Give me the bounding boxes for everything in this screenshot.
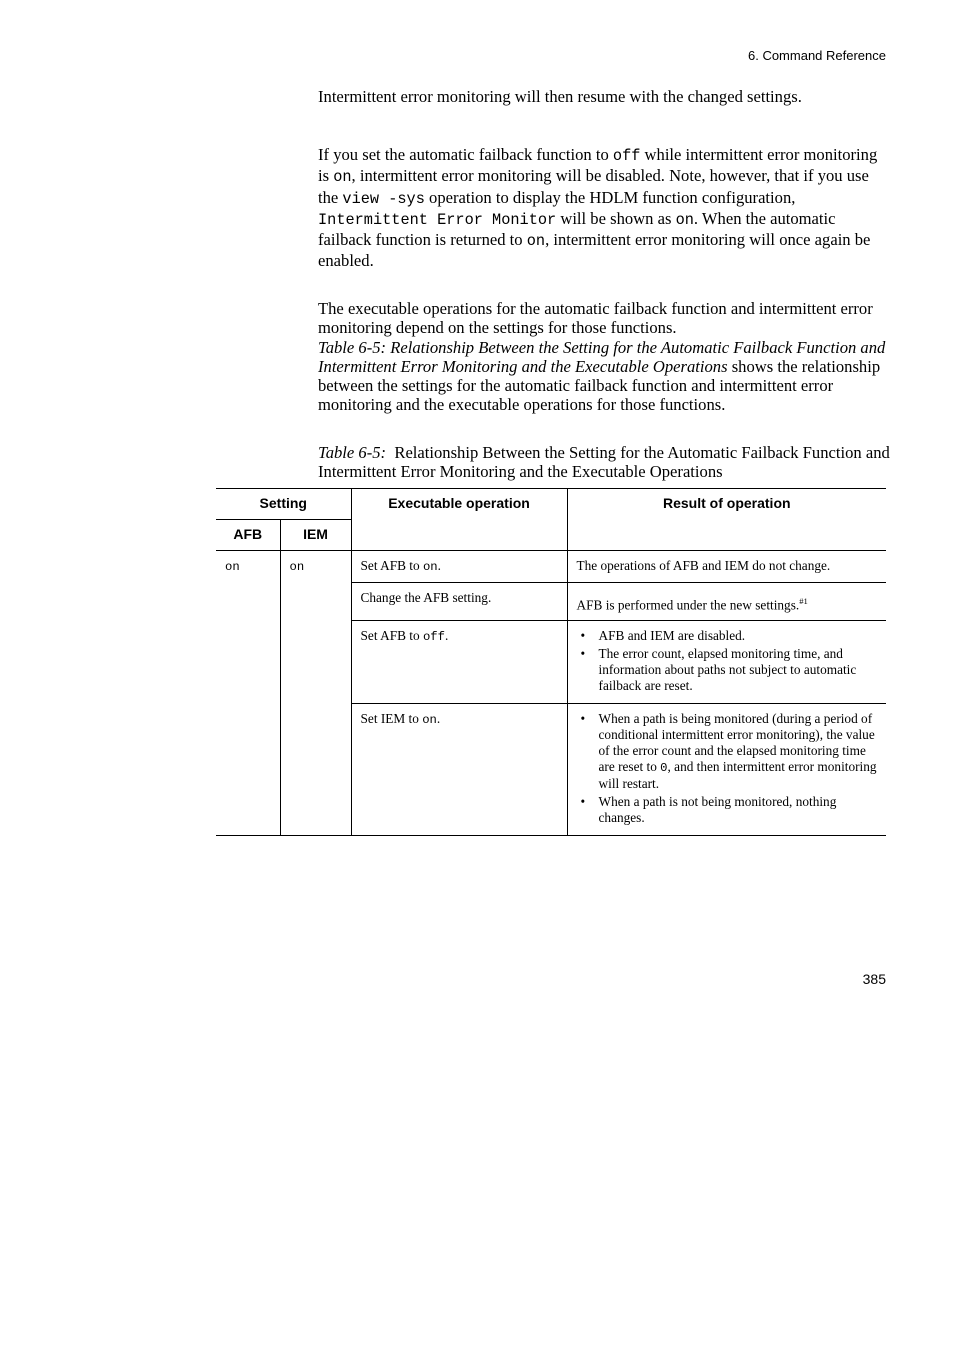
operation-text-end: .: [436, 711, 441, 727]
text-segment: operation to display the HDLM function configuration,: [424, 187, 796, 207]
text-segment: shows the relationship between the settings for the automatic failback function and intermittent error monitoring and the executable operations for those functions.: [318, 356, 881, 415]
cell-iem-value: [280, 551, 351, 836]
code-intermittent-error-monitor: Intermittent Error Monitor: [318, 210, 557, 229]
code-on: on: [526, 232, 546, 251]
text-segment: If you set the automatic failback function to: [318, 145, 613, 164]
paragraph-resume: [318, 87, 890, 106]
result-bullet-list: [577, 711, 878, 826]
header-afb: AFB: [216, 520, 280, 551]
code-on: on: [675, 210, 694, 229]
bullet-code: 0: [660, 761, 668, 776]
text-segment: will be shown as: [556, 208, 676, 228]
cell-operation: [351, 551, 567, 583]
operation-code: on: [422, 560, 438, 574]
cell-afb-value: [216, 551, 280, 836]
result-text: The operations of AFB and IEM do not change.: [576, 558, 831, 573]
result-bullet: [599, 711, 878, 792]
paragraph-executable-operations: [318, 299, 890, 415]
operation-text: Set AFB to: [360, 628, 423, 644]
cell-result: [567, 621, 886, 704]
operation-text: Set AFB to: [360, 558, 423, 573]
operation-code: off: [422, 630, 445, 645]
relationship-table: [216, 488, 886, 836]
text-segment: while intermittent error monitoring is: [318, 145, 878, 186]
cell-operation: [351, 583, 567, 621]
footnote-marker: #1: [799, 596, 808, 606]
cell-result: [567, 704, 886, 836]
iem-value: on: [289, 560, 305, 574]
operation-text-end: .: [444, 628, 449, 644]
paragraph-failback-off: [318, 145, 890, 271]
result-bullet: • AFB and IEM are disabled.: [599, 628, 878, 644]
text-segment: , intermittent error monitoring will be disabled. Note, however, that if you use the: [318, 166, 869, 207]
cell-result: [567, 551, 886, 583]
operation-text-end: .: [437, 558, 441, 573]
code-on: on: [333, 168, 352, 187]
afb-value: on: [225, 560, 240, 574]
operation-code: on: [422, 713, 437, 728]
text-segment: The executable operations for the automatic failback function and intermittent error monitoring depend on the settings for those functions.: [318, 299, 873, 338]
result-bullet: • The error count, elapsed monitoring time, and information about paths not subject to automatic failback are reset.: [599, 646, 878, 694]
bullet-text: When a path is being monitored (during a period of conditional intermittent error monitoring), the value of the error count and the elapsed monitoring time are reset to: [598, 711, 875, 775]
cell-result: [567, 583, 886, 621]
table-caption-label: Table 6-5:: [318, 443, 387, 462]
result-bullet: • When a path is not being monitored, nothing changes.: [599, 794, 878, 826]
table-caption-title: Relationship Between the Setting for the Automatic Failback Function and Intermittent Error Monitoring and the Executable Operations: [318, 443, 890, 482]
table-caption: [318, 443, 890, 482]
result-bullet-list: [577, 628, 878, 694]
bullet-text: , and then intermittent error monitoring will restart.: [598, 759, 877, 792]
table-row: [216, 551, 886, 583]
text-segment: , intermittent error monitoring will once again be enabled.: [318, 230, 871, 271]
cell-operation: [351, 704, 567, 836]
code-off: off: [612, 147, 641, 165]
header-result-of-operation: Result of operation: [567, 489, 886, 551]
header-iem: IEM: [280, 520, 351, 551]
page-number: 385: [862, 971, 886, 987]
table-reference-link[interactable]: Table 6-5: Relationship Between the Setting for the Automatic Failback Function and Intermittent Error Monitoring and the Executable Operations: [318, 337, 886, 376]
header-setting: Setting: [216, 489, 351, 520]
running-header: 6. Command Reference: [747, 48, 886, 63]
cell-operation: [351, 621, 567, 704]
operation-text: Set IEM to: [360, 711, 423, 727]
text-segment: . When the automatic failback function is returned to: [318, 208, 836, 250]
paragraph-resume-text: Intermittent error monitoring will then resume with the changed settings.: [318, 87, 802, 106]
result-text: AFB is performed under the new settings.: [576, 597, 800, 613]
code-view-sys: view -sys: [342, 189, 425, 208]
header-executable-operation: Executable operation: [351, 489, 567, 551]
operation-text: Change the AFB setting.: [360, 590, 492, 605]
